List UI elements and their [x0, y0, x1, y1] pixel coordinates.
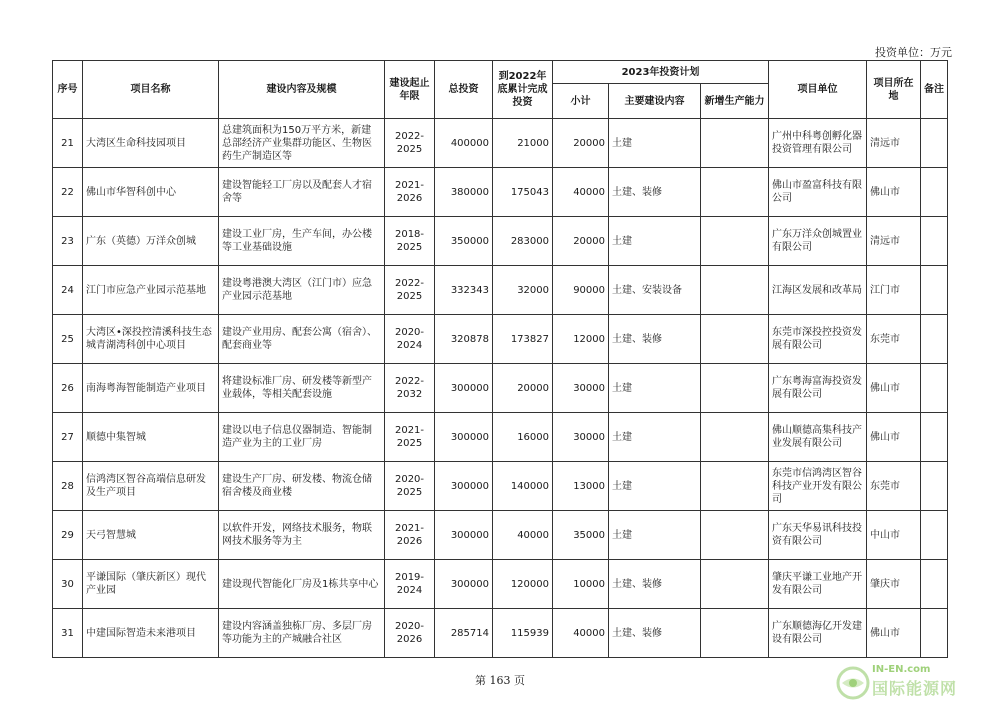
cell-content: 建设现代智能化厂房及1栋共享中心	[219, 560, 385, 609]
table-row	[53, 462, 948, 511]
cell-cumulative: 20000	[493, 364, 553, 413]
cell-name: 天弓智慧城	[83, 511, 219, 560]
cell-seq: 27	[53, 413, 83, 462]
table-row	[53, 315, 948, 364]
cell-name: 广东（英德）万洋众创城	[83, 217, 219, 266]
cell-seq: 28	[53, 462, 83, 511]
header-location: 项目所在地	[867, 61, 921, 119]
cell-new-capacity	[701, 364, 769, 413]
table-row	[53, 413, 948, 462]
cell-main-content: 土建	[609, 119, 701, 168]
cell-unit: 江海区发展和改革局	[769, 266, 867, 315]
cell-period: 2019-2024	[385, 560, 435, 609]
cell-new-capacity	[701, 119, 769, 168]
cell-content: 建设内容涵盖独栋厂房、多层厂房等功能为主的产城融合社区	[219, 609, 385, 658]
header-main-content: 主要建设内容	[609, 84, 701, 119]
cell-subtotal: 13000	[553, 462, 609, 511]
table-row	[53, 609, 948, 658]
cell-remark	[921, 609, 948, 658]
cell-subtotal: 40000	[553, 168, 609, 217]
cell-main-content: 土建	[609, 511, 701, 560]
cell-cumulative: 173827	[493, 315, 553, 364]
cell-content: 以软件开发，网络技术服务，物联网技术服务等为主	[219, 511, 385, 560]
header-total: 总投资	[435, 61, 493, 119]
cell-name: 平谦国际（肇庆新区）现代产业园	[83, 560, 219, 609]
table-body	[53, 119, 948, 658]
cell-seq: 29	[53, 511, 83, 560]
cell-main-content: 土建、装修	[609, 609, 701, 658]
cell-new-capacity	[701, 315, 769, 364]
header-seq: 序号	[53, 61, 83, 119]
cell-period: 2020-2026	[385, 609, 435, 658]
cell-new-capacity	[701, 266, 769, 315]
cell-new-capacity	[701, 217, 769, 266]
cell-main-content: 土建、装修	[609, 315, 701, 364]
cell-main-content: 土建、装修	[609, 168, 701, 217]
cell-unit: 广东天华易讯科技投资有限公司	[769, 511, 867, 560]
cell-seq: 22	[53, 168, 83, 217]
watermark-name: 国际能源网	[872, 679, 958, 698]
cell-subtotal: 40000	[553, 609, 609, 658]
cell-seq: 31	[53, 609, 83, 658]
cell-total: 300000	[435, 462, 493, 511]
cell-name: 顺德中集智城	[83, 413, 219, 462]
cell-subtotal: 35000	[553, 511, 609, 560]
header-cumulative: 到2022年底累计完成投资	[493, 61, 553, 119]
cell-seq: 25	[53, 315, 83, 364]
cell-content: 建设粤港澳大湾区（江门市）应急产业园示范基地	[219, 266, 385, 315]
cell-name: 大湾区生命科技园项目	[83, 119, 219, 168]
table-row	[53, 266, 948, 315]
watermark-domain: IN-EN.com	[872, 664, 931, 675]
cell-cumulative: 16000	[493, 413, 553, 462]
cell-total: 300000	[435, 560, 493, 609]
cell-total: 300000	[435, 511, 493, 560]
cell-period: 2018-2025	[385, 217, 435, 266]
cell-seq: 21	[53, 119, 83, 168]
globe-logo-icon	[836, 666, 870, 700]
cell-total: 380000	[435, 168, 493, 217]
cell-period: 2021-2025	[385, 413, 435, 462]
cell-location: 佛山市	[867, 364, 921, 413]
cell-name: 大湾区•深投控清溪科技生态城青湖湾科创中心项目	[83, 315, 219, 364]
cell-subtotal: 20000	[553, 119, 609, 168]
cell-location: 佛山市	[867, 609, 921, 658]
unit-note: 投资单位：万元	[875, 46, 952, 59]
cell-cumulative: 40000	[493, 511, 553, 560]
cell-total: 285714	[435, 609, 493, 658]
cell-location: 佛山市	[867, 413, 921, 462]
cell-unit: 广州中科粤创孵化器投资管理有限公司	[769, 119, 867, 168]
cell-new-capacity	[701, 462, 769, 511]
cell-name: 信鸿湾区智谷高端信息研发及生产项目	[83, 462, 219, 511]
watermark	[836, 664, 986, 700]
cell-seq: 24	[53, 266, 83, 315]
cell-name: 南海粤海智能制造产业项目	[83, 364, 219, 413]
cell-content: 建设智能轻工厂房以及配套人才宿舍等	[219, 168, 385, 217]
table-row	[53, 217, 948, 266]
table-row	[53, 560, 948, 609]
cell-new-capacity	[701, 560, 769, 609]
header-subtotal: 小计	[553, 84, 609, 119]
cell-cumulative: 120000	[493, 560, 553, 609]
cell-total: 320878	[435, 315, 493, 364]
cell-cumulative: 32000	[493, 266, 553, 315]
cell-period: 2022-2025	[385, 266, 435, 315]
cell-content: 建设以电子信息仪器制造、智能制造产业为主的工业厂房	[219, 413, 385, 462]
cell-unit: 佛山顺德高集科技产业发展有限公司	[769, 413, 867, 462]
cell-unit: 东莞市信鸿湾区智谷科技产业开发有限公司	[769, 462, 867, 511]
header-content: 建设内容及规模	[219, 61, 385, 119]
cell-total: 300000	[435, 364, 493, 413]
cell-period: 2020-2024	[385, 315, 435, 364]
cell-period: 2022-2032	[385, 364, 435, 413]
cell-subtotal: 30000	[553, 413, 609, 462]
cell-location: 东莞市	[867, 462, 921, 511]
cell-remark	[921, 168, 948, 217]
cell-seq: 26	[53, 364, 83, 413]
project-table	[52, 60, 948, 658]
cell-content: 建设工业厂房，生产车间，办公楼等工业基础设施	[219, 217, 385, 266]
header-name: 项目名称	[83, 61, 219, 119]
cell-location: 清远市	[867, 119, 921, 168]
cell-main-content: 土建	[609, 462, 701, 511]
cell-new-capacity	[701, 168, 769, 217]
cell-unit: 广东顺德海亿开发建设有限公司	[769, 609, 867, 658]
cell-remark	[921, 119, 948, 168]
header-period: 建设起止年限	[385, 61, 435, 119]
table-row	[53, 119, 948, 168]
cell-subtotal: 12000	[553, 315, 609, 364]
cell-unit: 东莞市深投控投资发展有限公司	[769, 315, 867, 364]
header-remark: 备注	[921, 61, 948, 119]
cell-content: 将建设标准厂房、研发楼等新型产业载体，等相关配套设施	[219, 364, 385, 413]
cell-remark	[921, 364, 948, 413]
cell-subtotal: 30000	[553, 364, 609, 413]
cell-subtotal: 20000	[553, 217, 609, 266]
cell-location: 中山市	[867, 511, 921, 560]
cell-cumulative: 140000	[493, 462, 553, 511]
cell-main-content: 土建、安装设备	[609, 266, 701, 315]
cell-remark	[921, 511, 948, 560]
cell-content: 建设生产厂房、研发楼、物流仓储宿舍楼及商业楼	[219, 462, 385, 511]
cell-unit: 肇庆平谦工业地产开发有限公司	[769, 560, 867, 609]
header-unit: 项目单位	[769, 61, 867, 119]
cell-unit: 广东粤海富海投资发展有限公司	[769, 364, 867, 413]
header-plan2023: 2023年投资计划	[553, 61, 769, 84]
cell-unit: 佛山市盈富科技有限公司	[769, 168, 867, 217]
cell-total: 400000	[435, 119, 493, 168]
cell-remark	[921, 413, 948, 462]
cell-location: 东莞市	[867, 315, 921, 364]
cell-subtotal: 10000	[553, 560, 609, 609]
cell-seq: 23	[53, 217, 83, 266]
cell-new-capacity	[701, 413, 769, 462]
cell-total: 300000	[435, 413, 493, 462]
cell-period: 2020-2025	[385, 462, 435, 511]
header-new-capacity: 新增生产能力	[701, 84, 769, 119]
cell-total: 350000	[435, 217, 493, 266]
cell-remark	[921, 217, 948, 266]
cell-remark	[921, 560, 948, 609]
cell-main-content: 土建	[609, 217, 701, 266]
table-row	[53, 511, 948, 560]
cell-name: 江门市应急产业园示范基地	[83, 266, 219, 315]
cell-new-capacity	[701, 609, 769, 658]
cell-cumulative: 283000	[493, 217, 553, 266]
table-row	[53, 364, 948, 413]
cell-cumulative: 115939	[493, 609, 553, 658]
cell-remark	[921, 315, 948, 364]
cell-subtotal: 90000	[553, 266, 609, 315]
cell-cumulative: 21000	[493, 119, 553, 168]
cell-new-capacity	[701, 511, 769, 560]
cell-name: 中建国际智造未来港项目	[83, 609, 219, 658]
cell-content: 总建筑面积为150万平方米，新建总部经济产业集群功能区、生物医药生产制造区等	[219, 119, 385, 168]
table-row	[53, 168, 948, 217]
cell-location: 佛山市	[867, 168, 921, 217]
page-number: 第 163 页	[475, 674, 525, 687]
cell-cumulative: 175043	[493, 168, 553, 217]
cell-period: 2021-2026	[385, 168, 435, 217]
cell-location: 清远市	[867, 217, 921, 266]
cell-total: 332343	[435, 266, 493, 315]
cell-name: 佛山市华智科创中心	[83, 168, 219, 217]
cell-content: 建设产业用房、配套公寓（宿舍）、配套商业等	[219, 315, 385, 364]
cell-location: 江门市	[867, 266, 921, 315]
cell-seq: 30	[53, 560, 83, 609]
cell-period: 2022-2025	[385, 119, 435, 168]
cell-main-content: 土建、装修	[609, 560, 701, 609]
header-row-1	[53, 61, 948, 84]
cell-remark	[921, 266, 948, 315]
cell-remark	[921, 462, 948, 511]
cell-main-content: 土建	[609, 364, 701, 413]
cell-location: 肇庆市	[867, 560, 921, 609]
cell-unit: 广东万洋众创城置业有限公司	[769, 217, 867, 266]
cell-main-content: 土建	[609, 413, 701, 462]
cell-period: 2021-2026	[385, 511, 435, 560]
